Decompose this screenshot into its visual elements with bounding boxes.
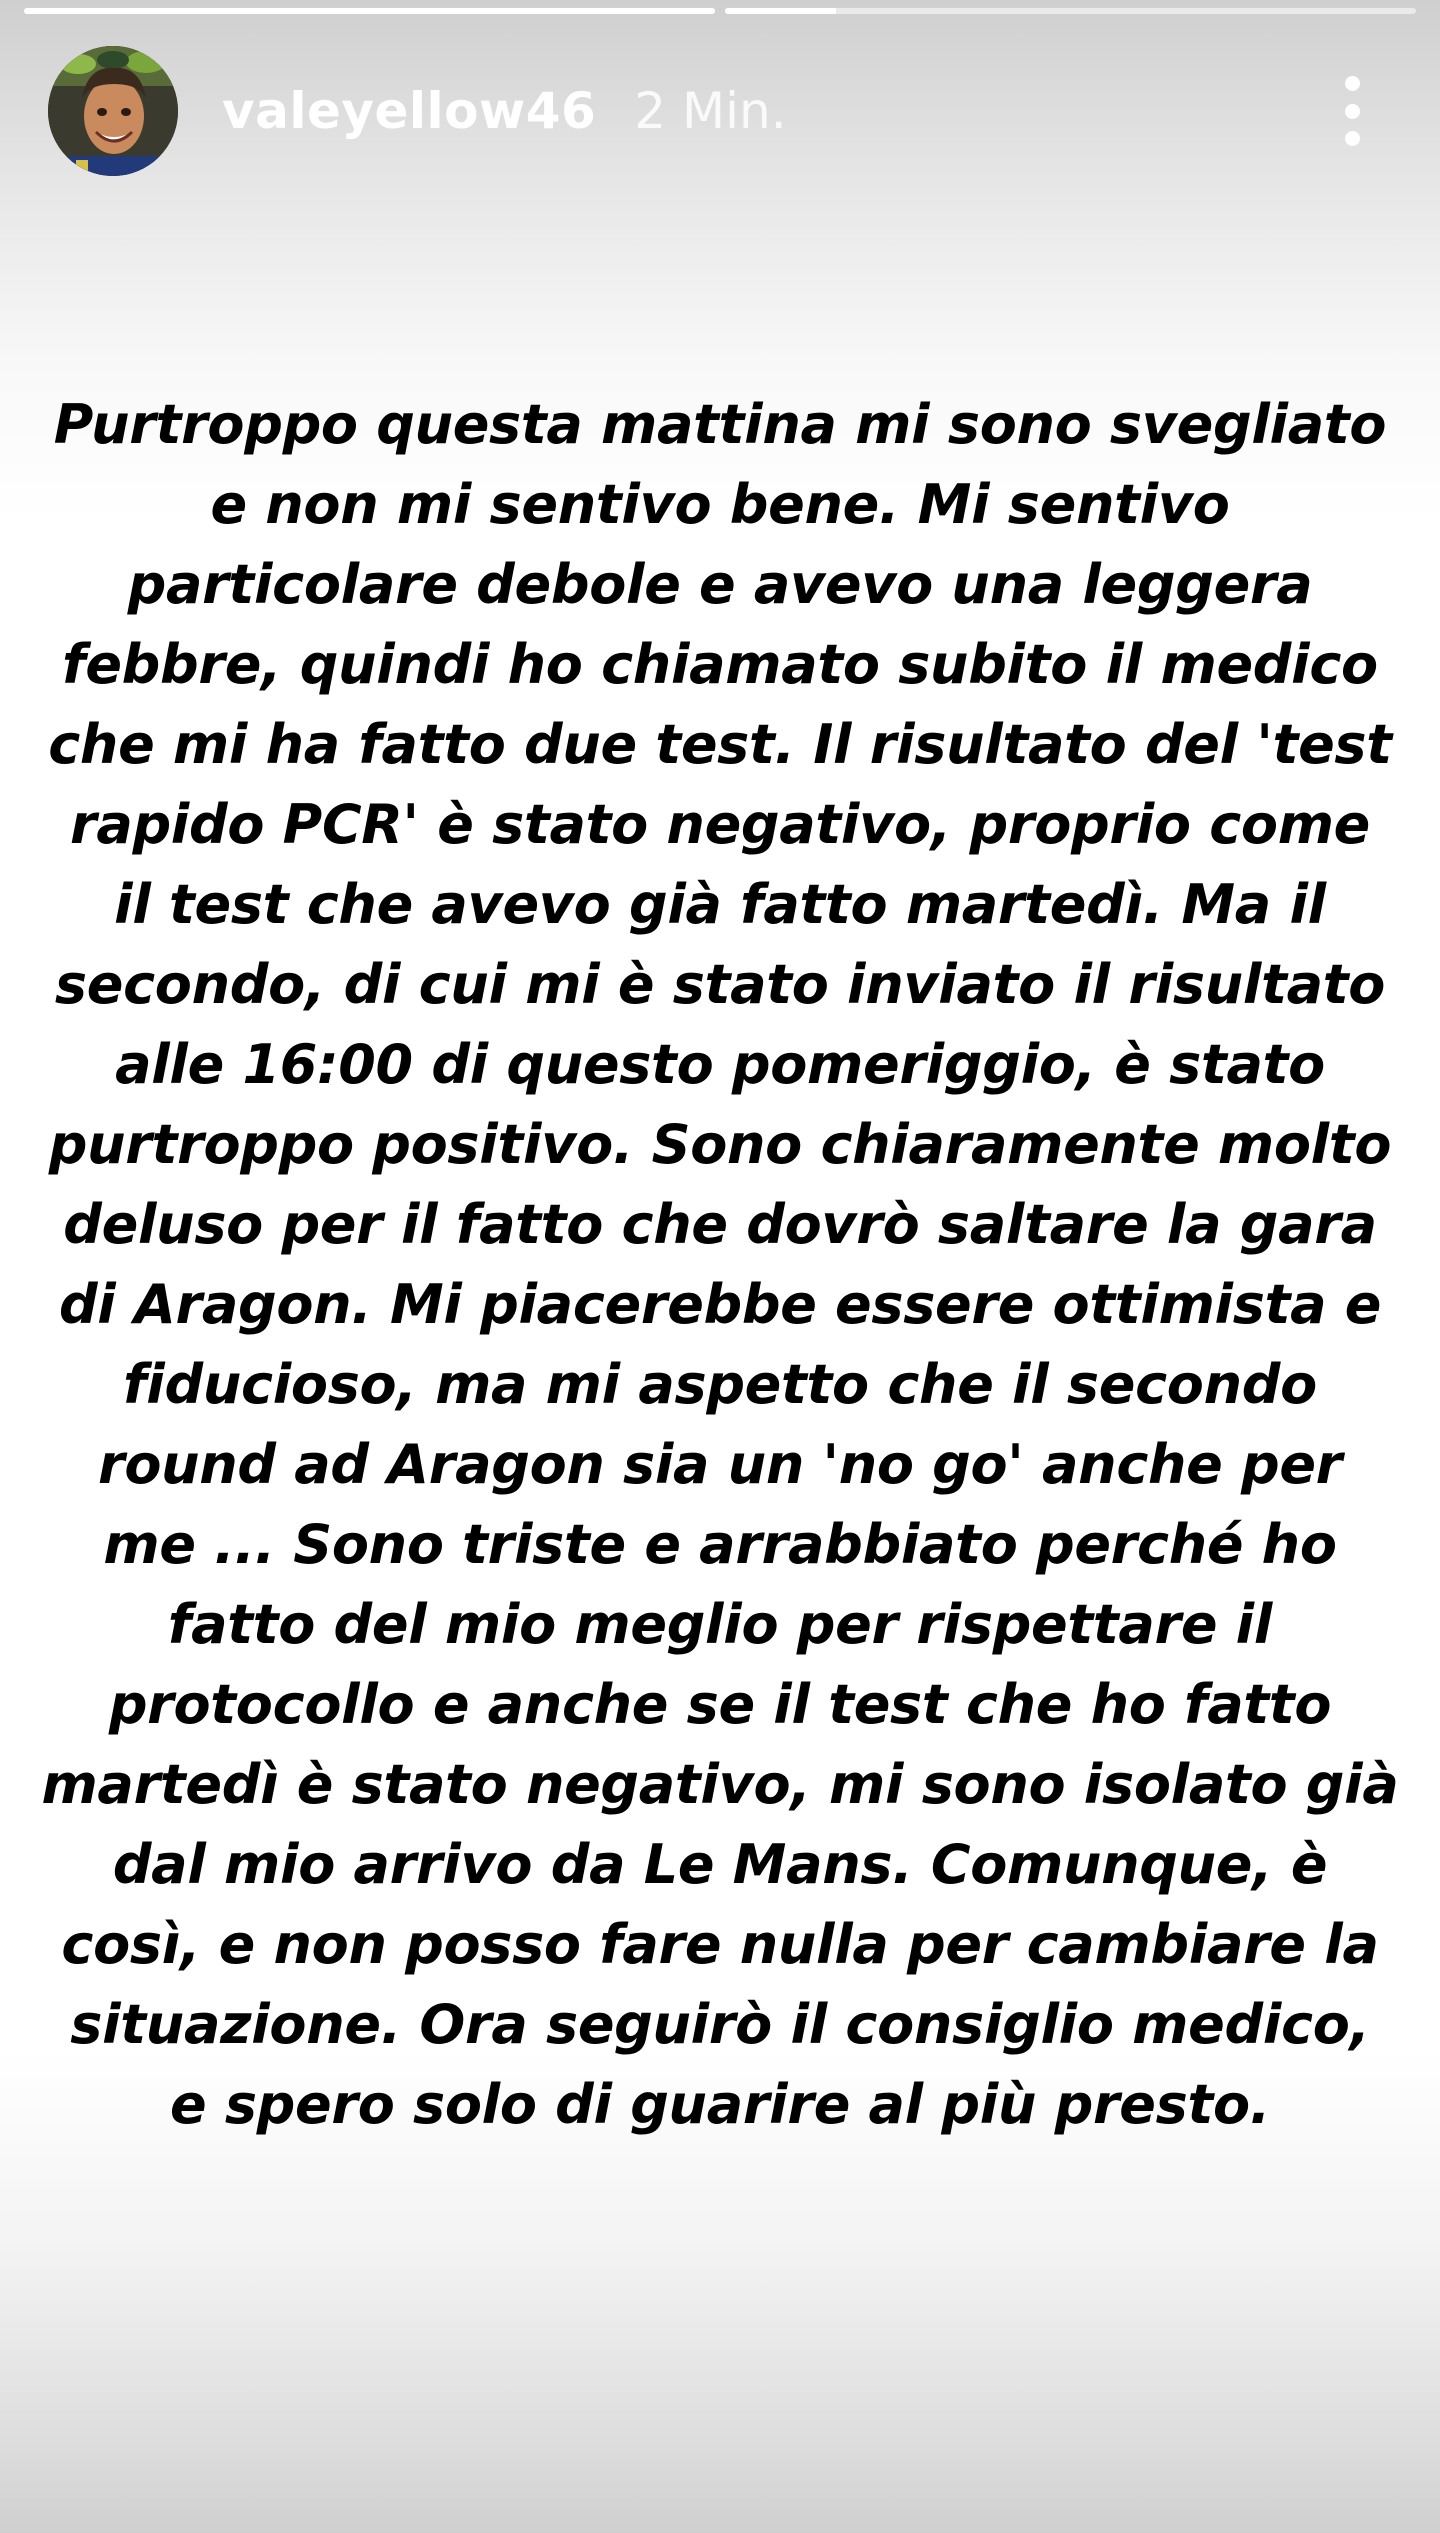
progress-segment-1	[24, 8, 715, 14]
avatar-photo	[48, 46, 178, 176]
story-text-line: fiducioso, ma mi aspetto che il secondo	[123, 1353, 1317, 1416]
story-text-line: fatto del mio meglio per rispettare il	[167, 1593, 1273, 1656]
story-text-line: febbre, quindi ho chiamato subito il medico	[62, 633, 1378, 696]
story-text-line: il test che avevo già fatto martedì. Ma il	[114, 873, 1326, 936]
story-text	[40, 385, 1400, 2145]
story-text-line: martedì è stato negativo, mi sono isolato già	[41, 1753, 1399, 1816]
story-text-line: purtroppo positivo. Sono chiaramente molto	[48, 1113, 1392, 1176]
story-header	[48, 46, 1392, 176]
story-progress	[24, 8, 1416, 14]
avatar[interactable]	[48, 46, 178, 176]
story-text-line: rapido PCR' è stato negativo, proprio come	[69, 793, 1370, 856]
story-text-line: alle 16:00 di questo pomeriggio, è stato	[115, 1033, 1325, 1096]
story-text-line: particolare debole e avevo una leggera	[127, 553, 1313, 616]
story-text-line: deluso per il fatto che dovrò saltare la gara	[63, 1193, 1377, 1256]
more-vertical-icon-dot-3	[1345, 131, 1360, 146]
story-text-line: situazione. Ora seguirò il consiglio medico,	[70, 1993, 1370, 2056]
story-text-line: Purtroppo questa mattina mi sono svegliato	[53, 393, 1387, 456]
more-options-button[interactable]	[1332, 76, 1372, 146]
more-vertical-icon-dot-2	[1345, 104, 1360, 119]
story-text-line: round ad Aragon sia un 'no go' anche per	[97, 1433, 1343, 1496]
progress-segment-2	[725, 8, 1416, 14]
story-text-line: e non mi sentivo bene. Mi sentivo	[210, 473, 1230, 536]
author-username[interactable]: valeyellow46	[222, 82, 597, 140]
story-text-line: e spero solo di guarire al più presto.	[170, 2073, 1270, 2136]
story-text-line: me ... Sono triste e arrabbiato perché ho	[103, 1513, 1337, 1576]
story-text-line: che mi ha fatto due test. Il risultato del 'test	[48, 713, 1392, 776]
story-text-line: così, e non posso fare nulla per cambiare la	[61, 1913, 1379, 1976]
progress-fill-2	[725, 8, 836, 14]
story-text-line: secondo, di cui mi è stato inviato il risultato	[54, 953, 1386, 1016]
story-text-line: protocollo e anche se il test che ho fatto	[108, 1673, 1332, 1736]
story-text-line: dal mio arrivo da Le Mans. Comunque, è	[112, 1833, 1328, 1896]
progress-fill-1	[24, 8, 715, 14]
post-timestamp: 2 Min.	[634, 82, 787, 140]
more-vertical-icon	[1345, 76, 1360, 91]
story-text-line: di Aragon. Mi piacerebbe essere ottimista e	[58, 1273, 1382, 1336]
